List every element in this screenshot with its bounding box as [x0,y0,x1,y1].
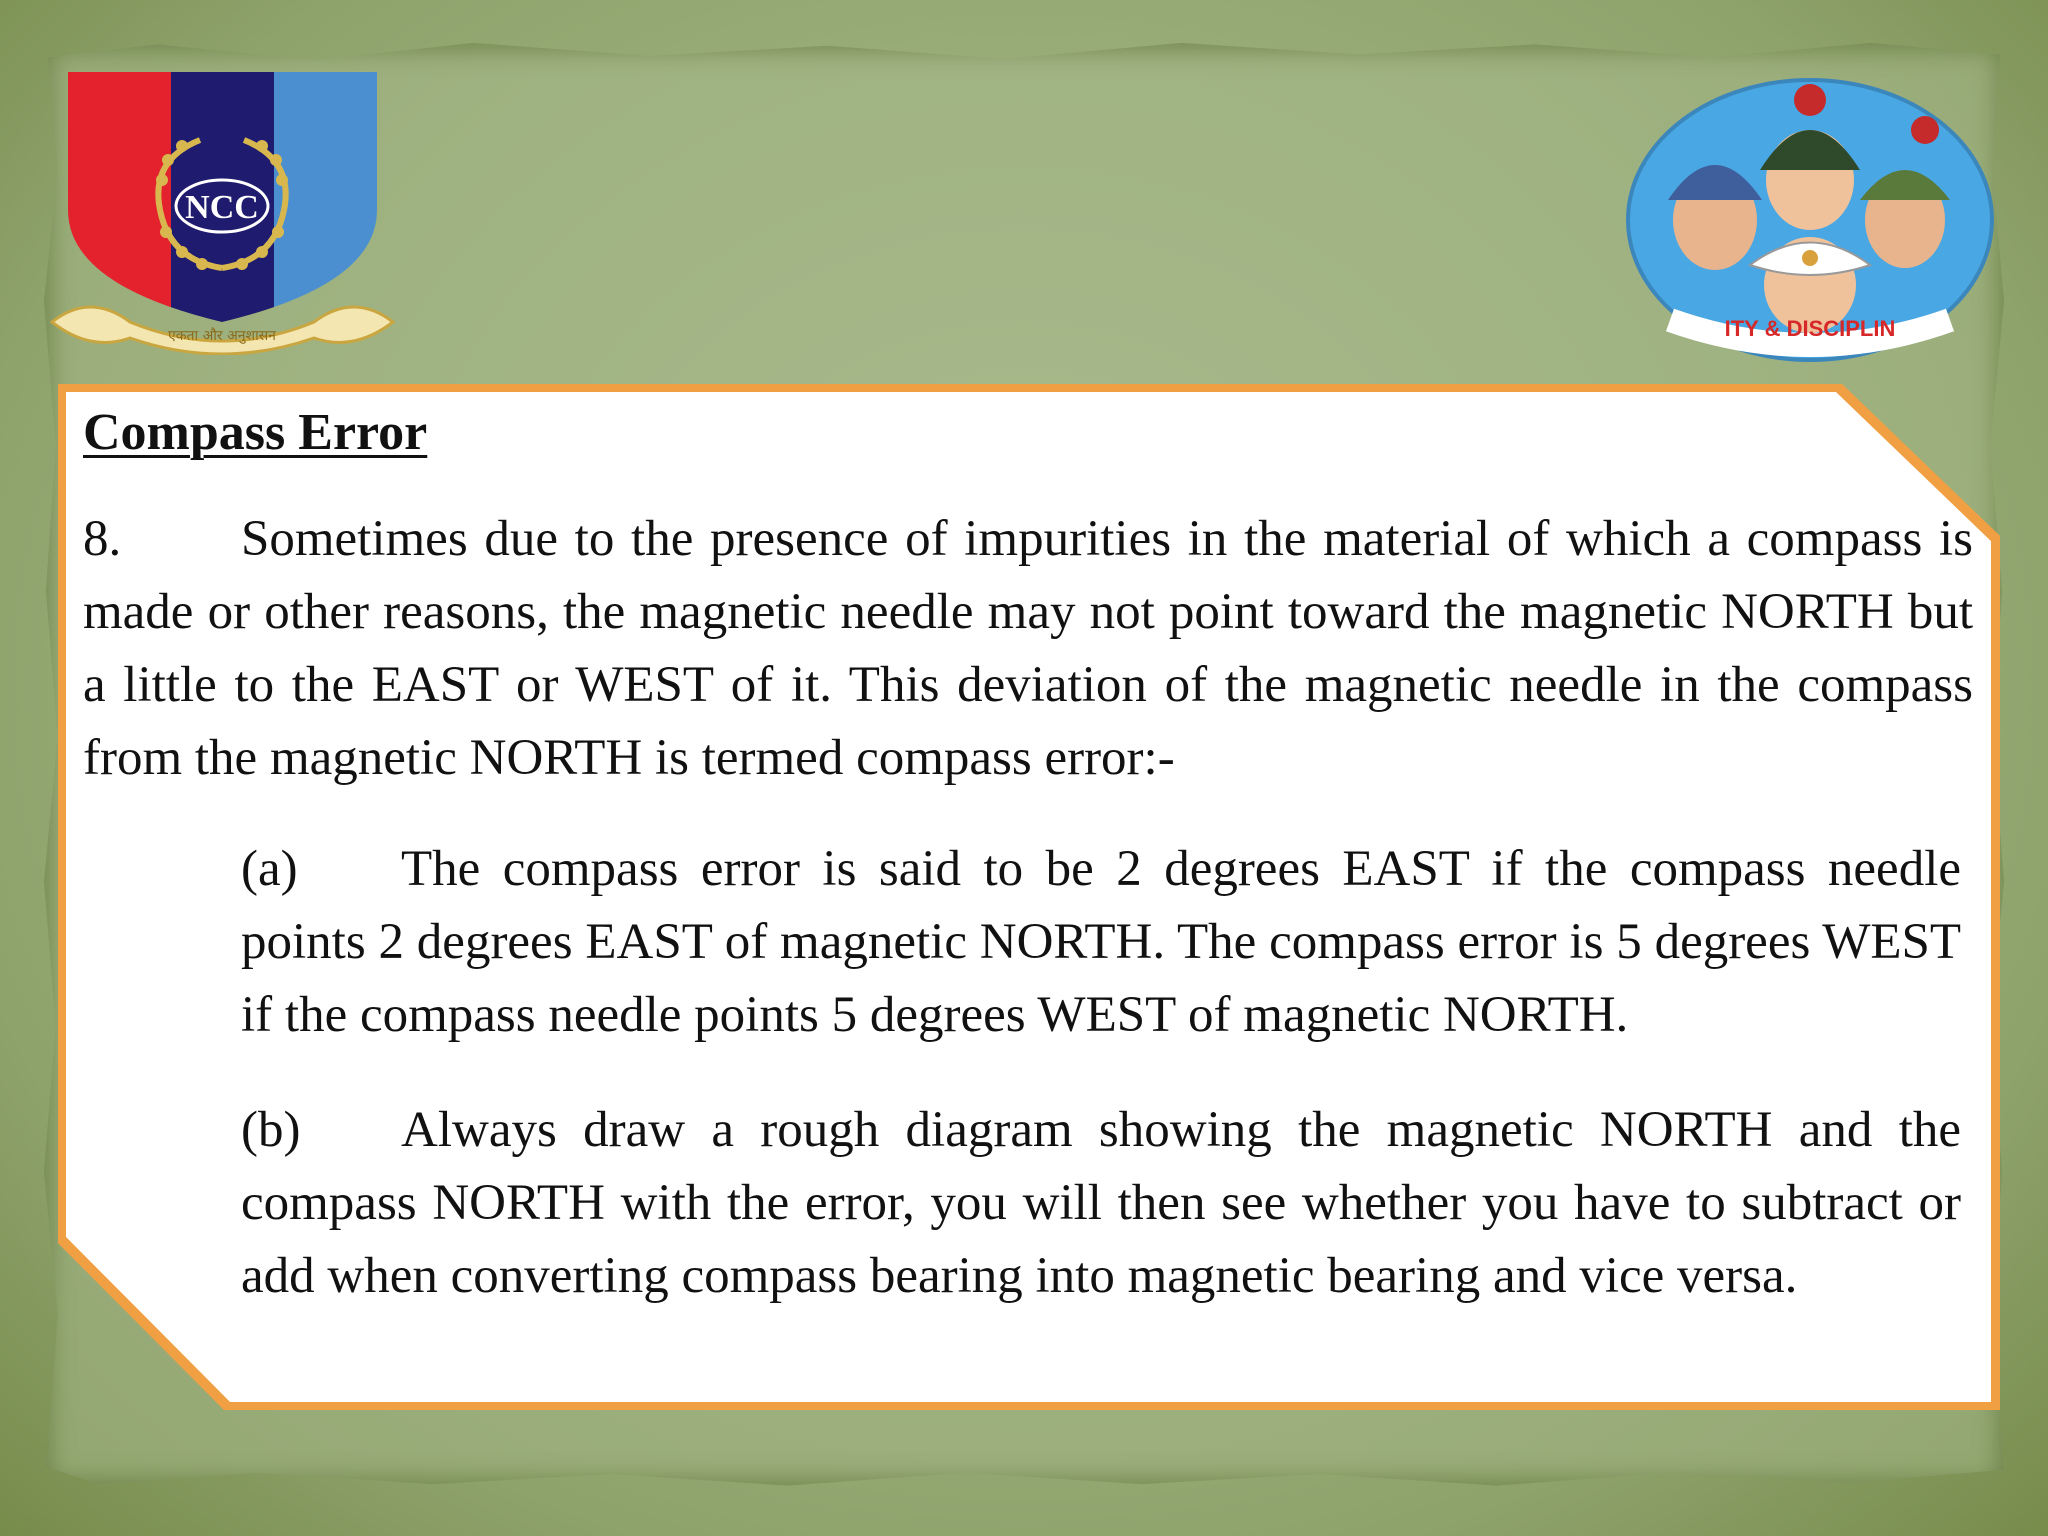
paragraph-text: Sometimes due to the presence of impurities in the material of which a compass is made or other reasons, the magnetic needle may not point toward the magnetic NORTH but a little to the EAST or WEST of it. This deviation of the magnetic needle in the compass from the magnetic NORTH is termed compass error:- [83,511,1973,787]
cadets-unity-badge [1620,70,2000,370]
sub-item-label: (b) [241,1102,301,1159]
sub-item-label: (a) [241,841,298,898]
card-text-block [83,404,1973,1313]
section-title: Compass Error [83,404,428,461]
sub-item-a [241,833,1961,1052]
cadets-badge-ribbon-text: ITY & DISCIPLIN [1724,316,1896,341]
paragraph-number: 8. [83,511,122,568]
content-card [58,384,2000,1410]
ncc-ribbon-motto: एकता और अनुशासन [168,328,276,344]
sub-item-text: Always draw a rough diagram showing the magnetic NORTH and the compass NORTH with the error, you will then see whether you have to subtract or add when converting compass bearing into magnetic bearing and vice versa. [241,1102,1961,1305]
ncc-emblem-logo [50,60,395,355]
cadets-badge-svg [1620,70,2000,370]
ncc-emblem-text: NCC [185,189,259,226]
ncc-emblem-svg [50,60,395,355]
sub-item-text: The compass error is said to be 2 degrees EAST if the compass needle points 2 degrees EAST of magnetic NORTH. The compass error is 5 degrees WEST if the compass needle points 5 degrees WEST of magnetic NORTH. [241,841,1961,1044]
main-paragraph [83,503,1973,795]
sub-item-b [241,1094,1961,1313]
